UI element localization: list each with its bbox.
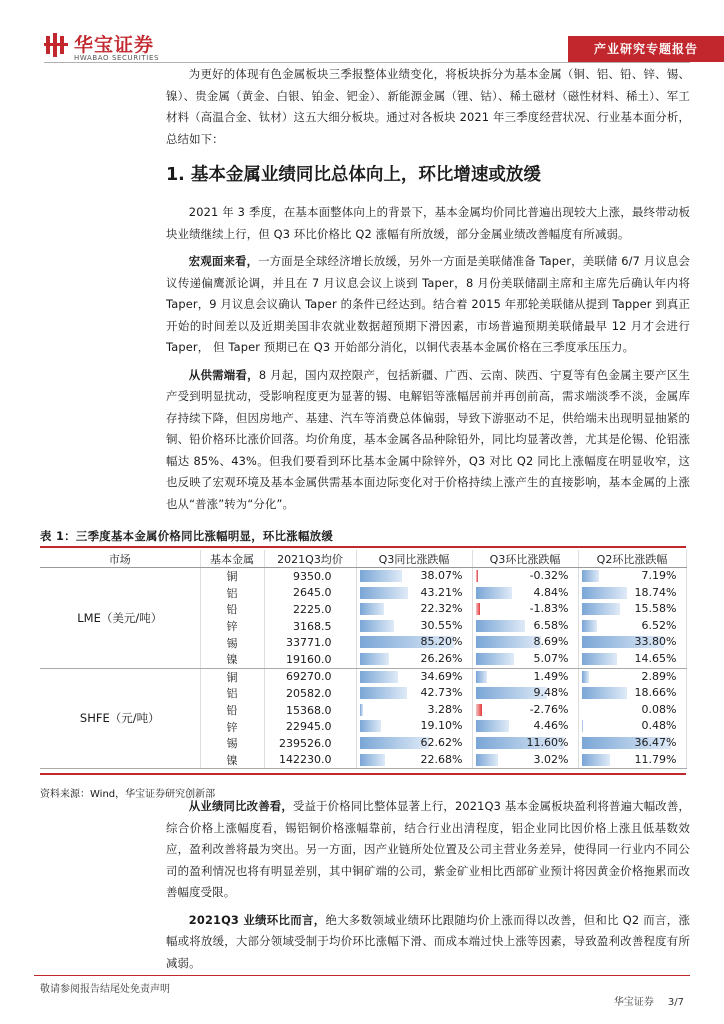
qoq-value: 9.48% (533, 686, 569, 700)
yoy-value: 26.26% (420, 651, 463, 665)
macro-text: 一方面是全球经济增长放缓，另外一方面是美联储准备 Taper，美联储 6/7 月议息会议传递偏鹰派论调，并且在 7 月议息会议上谈到 Taper，8 月份美联储副主席和主席先后确认年内将 Taper，9 月议息会议确认 Taper 的条件已经达到。结合着 2015 年那轮美联储从提到 Tapper 到真正开始的时间差以及近期美国非农就业数据超预期下滑因素，市场普遍预期美联储最早 12 月才会进行 Taper， 但 Taper 预期已在 Q3 开始部分消化，以铜代表基本金属价格在三季度承压压力。 (166, 254, 690, 354)
yoy-cell (356, 568, 472, 585)
q2-value: 0.08% (641, 702, 677, 716)
macro-lead: 宏观面来看， (188, 254, 259, 268)
paragraph-q3-overview: 2021 年 3 季度，在基本面整体向上的背景下，基本金属均价同比普遍出现较大上涨，最终带动板块业绩继续上行，但 Q3 环比价格比 Q2 涨幅有所放缓，部分金属业绩改善幅度有所减弱。 (166, 205, 690, 241)
q2-cell (578, 702, 686, 719)
footer-disclaimer: 敬请参阅报告结尾处免责声明 (40, 984, 170, 995)
qoq-value: 4.46% (533, 719, 569, 733)
yoy-cell (356, 668, 472, 685)
q2-bar (582, 603, 620, 615)
qoq-bar (476, 653, 514, 665)
q2-value: 0.48% (641, 719, 677, 733)
price-cell: 19160.0 (264, 651, 356, 668)
qoq-bar (476, 603, 481, 615)
q2-cell (578, 668, 686, 685)
yoy-bar (360, 687, 408, 699)
yoy-bar (360, 671, 399, 683)
qoq-bar (476, 587, 513, 599)
supply-demand-text: 8 月起，国内双控限产，包括新疆、广西、云南、陕西、宁夏等有色金属主要产区生产受到明显扰动，受影响程度更为显著的锡、电解铝等涨幅居前并再创前高，需求端淡季不淡，金属库存持续下降，但因房地产、基建、汽车等消费总体偏弱，导致下游驱动不足，供给端未出现明显抽紧的铜、铅价格环比涨价回落。均价角度，基本金属各品种除铅外，同比均显著改善，尤其是伦锡、伦铝涨幅达 85%、43%。但我们要看到环比基本金属中除锌外，Q3 对比 Q2 同比上涨幅度在明显收窄，这也反映了宏观环境及基本金属供需基本面边际变化对于价格持续上涨产生的直接影响，基本金属的上涨也从“普涨”转为“分化”。 (166, 367, 690, 511)
qoq-value: 11.60% (526, 735, 569, 749)
header-price: 2021Q3均价 (264, 550, 356, 568)
q2-value: 11.79% (634, 752, 677, 766)
price-cell: 33771.0 (264, 634, 356, 651)
qoq-cell (472, 752, 578, 769)
qoq-cell (472, 685, 578, 702)
qoq-value: 8.69% (533, 635, 569, 649)
company-logo (44, 30, 174, 66)
metal-cell: 铝 (200, 585, 264, 602)
qoq-cell (472, 618, 578, 635)
qoq-cell (472, 568, 578, 585)
qoq-bar (476, 636, 542, 648)
article-body (166, 64, 690, 515)
market-cell: LME（美元/吨） (40, 568, 200, 669)
yoy-bar (360, 587, 408, 599)
q2-cell (578, 735, 686, 752)
q2-cell (578, 618, 686, 635)
table-row (40, 568, 686, 585)
yoy-cell (356, 702, 472, 719)
hwabao-logo-icon (44, 32, 70, 58)
qoq-cell (472, 718, 578, 735)
yoy-value: 30.55% (420, 618, 463, 632)
table-top-rule (40, 546, 686, 548)
yoy-earnings-text: 受益于价格同比整体显著上行，2021Q3 基本金属板块盈利将普遍大幅改善，综合价格上涨幅度看，锡铝铜价格涨幅靠前，结合行业出清程度，铝企业同比因价格上涨且低基数效应，盈利改善将最为突出。另一方面，因产业链所处位置及公司主营业务差异，使得同一行业内不同公司的盈利情况也将有明显差别，其中铜矿端的公司，紫金矿业相比西部矿业预计将因黄金价格拖累而改善幅度受限。 (166, 799, 690, 899)
qoq-value: 6.58% (533, 618, 569, 632)
price-cell: 20582.0 (264, 685, 356, 702)
section-heading: 1. 基本金属业绩同比总体向上，环比增速或放缓 (166, 165, 541, 185)
table-title: 表 1：三季度基本金属价格同比涨幅明显，环比涨幅放缓 (40, 529, 334, 543)
price-cell: 2225.0 (264, 601, 356, 618)
metal-cell: 铜 (200, 668, 264, 685)
qoq-value: 3.02% (533, 752, 569, 766)
header-yoy: Q3同比涨跌幅 (356, 550, 472, 568)
q2-bar (582, 754, 611, 766)
yoy-cell (356, 651, 472, 668)
q2-value: 18.66% (634, 686, 677, 700)
q2-value: 7.19% (641, 569, 677, 582)
q2-cell (578, 752, 686, 769)
table-header-row (40, 550, 686, 568)
price-cell: 3168.5 (264, 618, 356, 635)
yoy-cell (356, 685, 472, 702)
qoq-value: 5.07% (533, 651, 569, 665)
qoq-cell (472, 601, 578, 618)
footer-divider (34, 975, 690, 976)
header-market: 市场 (40, 550, 200, 568)
q2-value: 18.74% (634, 585, 677, 599)
price-cell: 69270.0 (264, 668, 356, 685)
yoy-value: 42.73% (420, 686, 463, 700)
qoq-bar (476, 570, 479, 582)
qoq-earnings-lead: 2021Q3 业绩环比而言， (188, 912, 326, 927)
yoy-bar (360, 720, 381, 732)
q2-cell (578, 601, 686, 618)
yoy-value: 38.07% (420, 569, 463, 582)
paragraph-macro (166, 251, 690, 359)
q2-cell (578, 651, 686, 668)
metal-cell: 锡 (200, 735, 264, 752)
price-cell: 9350.0 (264, 568, 356, 585)
yoy-cell (356, 618, 472, 635)
q2-bar (582, 687, 628, 699)
header-q2: Q2环比涨跌幅 (578, 550, 686, 568)
yoy-bar (360, 570, 402, 582)
qoq-earnings-text: 绝大多数领域业绩环比跟随均价上涨而得以改善，但和比 Q2 而言，涨幅或将放缓，大部分领域受制于均价环比涨幅下滑、而成本端过快上涨等因素，导致盈利改善程度有所减弱。 (166, 912, 691, 970)
header-metal: 基本金属 (200, 550, 264, 568)
metal-cell: 铜 (200, 568, 264, 585)
yoy-cell (356, 585, 472, 602)
qoq-cell (472, 585, 578, 602)
price-cell: 239526.0 (264, 735, 356, 752)
qoq-cell (472, 702, 578, 719)
yoy-value: 43.21% (420, 585, 463, 599)
q2-bar (582, 570, 600, 582)
table-row (40, 668, 686, 685)
q2-bar (582, 720, 583, 732)
report-type-tag: 产业研究专题报告 (568, 36, 724, 62)
yoy-bar (360, 737, 430, 749)
yoy-value: 62.62% (420, 735, 463, 749)
q2-value: 6.52% (641, 618, 677, 632)
yoy-cell (356, 718, 472, 735)
q2-cell (578, 634, 686, 651)
qoq-value: 4.84% (533, 585, 569, 599)
metal-cell: 镍 (200, 752, 264, 769)
header-divider (44, 62, 690, 63)
metal-cell: 锌 (200, 718, 264, 735)
q2-cell (578, 585, 686, 602)
yoy-bar (360, 620, 394, 632)
table-bottom-rule (40, 773, 686, 775)
qoq-cell (472, 651, 578, 668)
metal-cell: 镍 (200, 651, 264, 668)
yoy-bar (360, 754, 385, 766)
yoy-value: 85.20% (420, 635, 463, 649)
price-cell: 142230.0 (264, 752, 356, 769)
q2-value: 14.65% (634, 651, 677, 665)
price-cell: 15368.0 (264, 702, 356, 719)
header-qoq: Q3环比涨跌幅 (472, 550, 578, 568)
q2-cell (578, 685, 686, 702)
yoy-value: 34.69% (420, 669, 463, 683)
market-cell: SHFE（元/吨） (40, 668, 200, 769)
qoq-bar (476, 671, 487, 683)
metal-price-table (40, 550, 687, 769)
q2-bar (582, 587, 628, 599)
article-body-continued (166, 796, 690, 974)
yoy-bar (360, 653, 389, 665)
qoq-bar (476, 754, 499, 766)
price-cell: 22945.0 (264, 718, 356, 735)
yoy-value: 22.32% (420, 602, 463, 616)
q2-value: 15.58% (634, 602, 677, 616)
qoq-cell (472, 668, 578, 685)
intro-paragraph: 为更好的体现有色金属板块三季报整体业绩变化，将板块拆分为基本金属（铜、铝、铅、锌、锡、镍）、贵金属（黄金、白银、铂金、钯金）、新能源金属（锂、钴）、稀土磁材（磁性材料、稀土）、军工材料（高温合金、钛材）这五大细分板块。通过对各板块 2021 年三季度经营状况、行业基本面分析，总结如下： (166, 67, 690, 146)
q2-cell (578, 718, 686, 735)
q2-bar (582, 653, 618, 665)
page-header (0, 0, 724, 70)
yoy-bar (360, 603, 385, 615)
qoq-bar (476, 720, 510, 732)
paragraph-qoq-earnings (166, 910, 690, 975)
metal-cell: 铅 (200, 702, 264, 719)
yoy-bar (360, 704, 364, 716)
qoq-bar (476, 704, 483, 716)
q2-bar (582, 671, 589, 683)
paragraph-yoy-earnings (166, 796, 690, 904)
qoq-bar (476, 620, 526, 632)
metal-cell: 锌 (200, 618, 264, 635)
yoy-cell (356, 634, 472, 651)
footer-company: 华宝证券 (613, 997, 654, 1008)
yoy-cell (356, 601, 472, 618)
qoq-value: 1.49% (533, 669, 569, 683)
paragraph-supply-demand (166, 365, 690, 516)
footer-info (600, 993, 684, 1008)
q2-value: 33.80% (634, 635, 677, 649)
qoq-value: -1.83% (529, 602, 569, 616)
logo-text-en: HWABAO SECURITIES (74, 54, 160, 62)
supply-demand-lead: 从供需端看， (188, 367, 259, 382)
logo-text-cn: 华宝证券 (74, 34, 155, 56)
qoq-value: -2.76% (529, 702, 569, 716)
q2-value: 2.89% (641, 669, 677, 683)
metal-cell: 锡 (200, 634, 264, 651)
yoy-cell (356, 735, 472, 752)
yoy-value: 3.28% (427, 702, 463, 716)
page-number: 3/7 (667, 997, 684, 1008)
q2-value: 36.47% (634, 735, 677, 749)
table-body (40, 568, 686, 769)
price-cell: 2645.0 (264, 585, 356, 602)
q2-bar (582, 620, 598, 632)
metal-cell: 铝 (200, 685, 264, 702)
qoq-cell (472, 735, 578, 752)
qoq-cell (472, 634, 578, 651)
q2-cell (578, 568, 686, 585)
qoq-value: -0.32% (529, 569, 569, 582)
yoy-cell (356, 752, 472, 769)
yoy-value: 19.10% (420, 719, 463, 733)
table-source: 资料来源：Wind，华宝证券研究创新部 (40, 789, 216, 800)
yoy-value: 22.68% (420, 752, 463, 766)
yoy-earnings-lead: 从业绩同比改善看， (188, 799, 293, 813)
metal-cell: 铅 (200, 601, 264, 618)
